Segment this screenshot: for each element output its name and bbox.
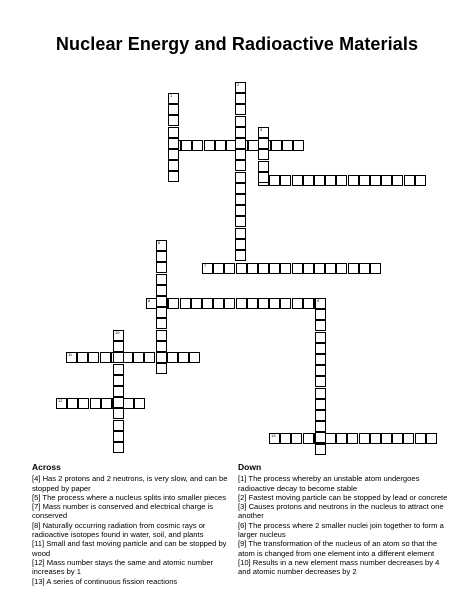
across-clue [32, 493, 230, 502]
grid-cell[interactable] [415, 175, 426, 186]
grid-cell[interactable] [178, 352, 189, 363]
cell-number: 13 [271, 433, 276, 438]
grid-cell[interactable] [181, 140, 192, 151]
grid-cell[interactable] [236, 298, 247, 309]
clue-number: [6] [238, 520, 247, 530]
grid-cell[interactable] [303, 175, 314, 186]
across-clue [32, 539, 230, 558]
grid-cell[interactable] [370, 433, 381, 444]
grid-cell[interactable] [134, 398, 145, 409]
grid-cell[interactable] [315, 354, 326, 365]
grid-cell[interactable] [325, 263, 336, 274]
grid-cell[interactable] [156, 318, 167, 329]
grid-cell[interactable] [168, 104, 179, 115]
grid-cell[interactable] [280, 433, 291, 444]
cell-number: 6 [158, 240, 161, 245]
grid-cell[interactable] [133, 352, 144, 363]
clue-text: Mass number is conserved and electrical charge is conserved [32, 502, 214, 521]
across-clue [32, 502, 230, 521]
down-clues [238, 463, 448, 577]
grid-cell[interactable] [168, 160, 179, 171]
grid-cell[interactable] [292, 298, 303, 309]
grid-cell[interactable] [426, 433, 437, 444]
grid-cell[interactable] [258, 161, 269, 172]
grid-cell[interactable] [235, 216, 246, 227]
cell-number: 1 [170, 93, 173, 98]
grid-cell[interactable] [113, 352, 124, 363]
cell-number: 2 [237, 82, 240, 87]
clue-number: [7] [32, 502, 41, 512]
grid-cell[interactable] [235, 82, 246, 93]
grid-cell[interactable] [280, 175, 291, 186]
grid-cell[interactable] [168, 298, 179, 309]
grid-cell[interactable] [315, 421, 326, 432]
down-clue [238, 502, 448, 521]
grid-cell[interactable] [282, 140, 293, 151]
grid-cell[interactable] [78, 398, 89, 409]
grid-cell[interactable] [359, 433, 370, 444]
clue-number: [13] [32, 576, 45, 586]
grid-cell[interactable] [113, 420, 124, 431]
grid-cell[interactable] [235, 194, 246, 205]
grid-cell[interactable] [315, 309, 326, 320]
grid-cell[interactable] [315, 320, 326, 331]
cell-number: 7 [204, 263, 207, 268]
clue-text: Results in a new element mass number decreases by 4 and atomic number decreases by 2 [238, 557, 440, 577]
cell-number: 3 [260, 127, 263, 132]
clue-text: The process whereby an unstable atom undergoes radioactive decay to become stable [238, 474, 420, 493]
grid-cell[interactable] [235, 183, 246, 194]
grid-cell[interactable] [315, 444, 326, 455]
across-clue [32, 577, 230, 586]
grid-cell[interactable] [315, 376, 326, 387]
grid-cell[interactable] [168, 149, 179, 160]
clue-text: The transformation of the nucleus of an atom so that the atom is changed from one element into a different element [238, 539, 438, 558]
down-clue [238, 493, 448, 502]
grid-cell[interactable] [303, 433, 314, 444]
grid-cell[interactable] [336, 263, 347, 274]
grid-cell[interactable] [235, 116, 246, 127]
grid-cell[interactable] [202, 263, 213, 274]
grid-cell[interactable] [67, 398, 78, 409]
grid-cell[interactable] [325, 175, 336, 186]
cell-number: 8 [148, 298, 151, 303]
grid-cell[interactable] [381, 433, 392, 444]
grid-cell[interactable] [314, 175, 325, 186]
grid-cell[interactable] [325, 433, 336, 444]
grid-cell[interactable] [315, 298, 326, 309]
grid-cell[interactable] [113, 341, 124, 352]
clue-number: [1] [238, 474, 247, 484]
clue-number: [10] [238, 557, 251, 567]
grid-cell[interactable] [113, 442, 124, 453]
grid-cell[interactable] [403, 433, 414, 444]
grid-cell[interactable] [168, 138, 179, 149]
grid-cell[interactable] [370, 263, 381, 274]
grid-cell[interactable] [189, 352, 200, 363]
grid-cell[interactable] [113, 330, 124, 341]
grid-cell[interactable] [235, 205, 246, 216]
grid-cell[interactable] [192, 140, 203, 151]
grid-cell[interactable] [315, 343, 326, 354]
grid-cell[interactable] [156, 251, 167, 262]
grid-cell[interactable] [113, 397, 124, 408]
grid-cell[interactable] [293, 140, 304, 151]
grid-cell[interactable] [392, 175, 403, 186]
across-clue [32, 521, 230, 540]
grid-cell[interactable] [213, 263, 224, 274]
cell-number: 9 [317, 298, 320, 303]
down-clue [238, 521, 448, 540]
grid-cell[interactable] [235, 228, 246, 239]
grid-cell[interactable] [247, 298, 258, 309]
grid-cell[interactable] [144, 352, 155, 363]
across-clue [32, 558, 230, 577]
grid-cell[interactable] [156, 352, 167, 363]
clue-text: Causes protons and neutrons in the nucleus to attract one another [238, 502, 444, 521]
clue-text: The process where 2 smaller nuclei join together to form a larger nucleus [238, 520, 444, 540]
down-clue [238, 539, 448, 558]
grid-cell[interactable] [269, 263, 280, 274]
grid-cell[interactable] [303, 298, 314, 309]
grid-cell[interactable] [258, 149, 269, 160]
grid-cell[interactable] [336, 175, 347, 186]
grid-cell[interactable] [168, 171, 179, 182]
grid-cell[interactable] [235, 138, 246, 149]
clue-text: Small and fast moving particle and can be stopped by wood [32, 539, 227, 558]
grid-cell[interactable] [258, 127, 269, 138]
grid-cell[interactable] [168, 93, 179, 104]
grid-cell[interactable] [180, 298, 191, 309]
grid-cell[interactable] [113, 364, 124, 375]
grid-cell[interactable] [202, 298, 213, 309]
clue-number: [2] [238, 492, 247, 502]
across-heading: Across [32, 462, 61, 472]
grid-cell[interactable] [315, 365, 326, 376]
grid-cell[interactable] [235, 93, 246, 104]
grid-cell[interactable] [258, 298, 269, 309]
grid-cell[interactable] [168, 115, 179, 126]
across-clue [32, 474, 230, 493]
grid-cell[interactable] [370, 175, 381, 186]
grid-cell[interactable] [315, 388, 326, 399]
clue-number: [5] [32, 492, 41, 502]
grid-cell[interactable] [100, 352, 111, 363]
grid-cell[interactable] [392, 433, 403, 444]
clue-number: [3] [238, 502, 247, 512]
grid-cell[interactable] [404, 175, 415, 186]
grid-cell[interactable] [359, 175, 370, 186]
grid-cell[interactable] [359, 263, 370, 274]
grid-cell[interactable] [204, 140, 215, 151]
grid-cell[interactable] [156, 285, 167, 296]
grid-cell[interactable] [156, 341, 167, 352]
grid-cell[interactable] [269, 433, 280, 444]
grid-cell[interactable] [90, 398, 101, 409]
grid-cell[interactable] [113, 375, 124, 386]
grid-cell[interactable] [315, 432, 326, 443]
grid-cell[interactable] [315, 410, 326, 421]
grid-cell[interactable] [303, 263, 314, 274]
grid-cell[interactable] [271, 140, 282, 151]
grid-cell[interactable] [156, 330, 167, 341]
grid-cell[interactable] [66, 352, 77, 363]
grid-cell[interactable] [291, 433, 302, 444]
grid-cell[interactable] [315, 399, 326, 410]
grid-cell[interactable] [348, 263, 359, 274]
grid-cell[interactable] [168, 127, 179, 138]
clue-text: Naturally occurring radiation from cosmic rays or radioactive isotopes found in water, soil, and plants [32, 520, 206, 540]
grid-cell[interactable] [315, 332, 326, 343]
clue-number: [9] [238, 539, 247, 549]
grid-cell[interactable] [156, 296, 167, 307]
cell-number: 10 [115, 330, 120, 335]
grid-cell[interactable] [347, 433, 358, 444]
grid-cell[interactable] [235, 127, 246, 138]
grid-cell[interactable] [113, 431, 124, 442]
clue-text: The process where a nucleus splits into smaller pieces [40, 492, 227, 502]
grid-cell[interactable] [123, 398, 134, 409]
grid-cell[interactable] [269, 175, 280, 186]
grid-cell[interactable] [269, 298, 280, 309]
grid-cell[interactable] [236, 263, 247, 274]
grid-cell[interactable] [292, 175, 303, 186]
grid-cell[interactable] [156, 307, 167, 318]
grid-cell[interactable] [235, 104, 246, 115]
grid-cell[interactable] [167, 352, 178, 363]
grid-cell[interactable] [258, 263, 269, 274]
grid-cell[interactable] [314, 263, 325, 274]
grid-cell[interactable] [224, 298, 235, 309]
grid-cell[interactable] [156, 262, 167, 273]
grid-cell[interactable] [113, 386, 124, 397]
across-clues [32, 463, 230, 586]
grid-cell[interactable] [258, 138, 269, 149]
grid-cell[interactable] [77, 352, 88, 363]
clue-number: [11] [32, 539, 45, 549]
down-heading: Down [238, 462, 262, 472]
grid-cell[interactable] [280, 263, 291, 274]
puzzle-title: Nuclear Energy and Radioactive Materials [55, 34, 419, 54]
grid-cell[interactable] [235, 172, 246, 183]
grid-cell[interactable] [235, 239, 246, 250]
grid-cell[interactable] [280, 298, 291, 309]
grid-cell[interactable] [56, 398, 67, 409]
grid-cell[interactable] [336, 433, 347, 444]
grid-cell[interactable] [215, 140, 226, 151]
grid-cell[interactable] [247, 263, 258, 274]
grid-cell[interactable] [381, 175, 392, 186]
grid-cell[interactable] [156, 274, 167, 285]
cell-number: 12 [58, 398, 63, 403]
grid-cell[interactable] [224, 263, 235, 274]
grid-cell[interactable] [156, 363, 167, 374]
grid-cell[interactable] [88, 352, 99, 363]
down-clue [238, 558, 448, 577]
cell-number: 11 [68, 352, 73, 357]
clue-text: A series of continuous fission reactions [44, 576, 178, 586]
grid-cell[interactable] [415, 433, 426, 444]
clue-number: [12] [32, 557, 45, 567]
down-clue [238, 474, 448, 493]
grid-cell[interactable] [235, 250, 246, 261]
clue-text: Has 2 protons and 2 neutrons, is very slow, and can be stopped by paper [32, 474, 228, 493]
grid-cell[interactable] [213, 298, 224, 309]
clue-text: Mass number stays the same and atomic number increases by 1 [32, 557, 214, 577]
grid-cell[interactable] [292, 263, 303, 274]
grid-cell[interactable] [348, 175, 359, 186]
grid-cell[interactable] [235, 160, 246, 171]
grid-cell[interactable] [235, 149, 246, 160]
grid-cell[interactable] [156, 240, 167, 251]
grid-cell[interactable] [101, 398, 112, 409]
clue-number: [8] [32, 520, 41, 530]
grid-cell[interactable] [258, 172, 269, 183]
grid-cell[interactable] [113, 408, 124, 419]
grid-cell[interactable] [191, 298, 202, 309]
clue-text: Fastest moving particle can be stopped by lead or concrete [246, 492, 448, 502]
clue-number: [4] [32, 474, 41, 484]
